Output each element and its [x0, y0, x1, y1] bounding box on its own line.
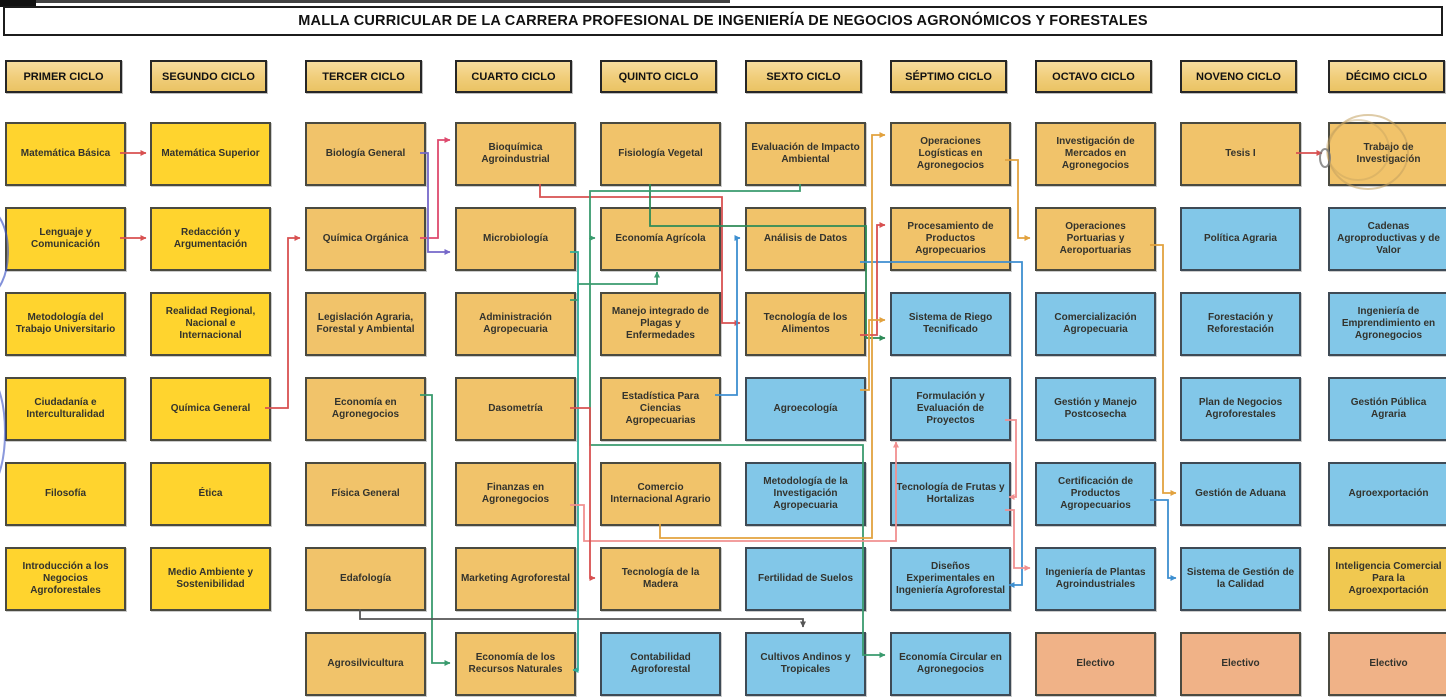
course-box: Química General	[150, 377, 271, 441]
course-box: Lenguaje y Comunicación	[5, 207, 126, 271]
course-box: Estadística Para Ciencias Agropecuarias	[600, 377, 721, 441]
course-box: Agroexportación	[1328, 462, 1446, 526]
course-box: Ingeniería de Emprendimiento en Agronegocios	[1328, 292, 1446, 356]
course-box: Ciudadanía e Interculturalidad	[5, 377, 126, 441]
course-box: Economía de los Recursos Naturales	[455, 632, 576, 696]
course-box: Electivo	[1328, 632, 1446, 696]
cycle-header-10: DÉCIMO CICLO	[1328, 60, 1445, 93]
course-box: Ética	[150, 462, 271, 526]
course-box: Diseños Experimentales en Ingeniería Agroforestal	[890, 547, 1011, 611]
cycle-header-6: SEXTO CICLO	[745, 60, 862, 93]
course-box: Plan de Negocios Agroforestales	[1180, 377, 1301, 441]
course-box: Política Agraria	[1180, 207, 1301, 271]
course-box: Evaluación de Impacto Ambiental	[745, 122, 866, 186]
course-box: Economía Circular en Agronegocios	[890, 632, 1011, 696]
course-box: Finanzas en Agronegocios	[455, 462, 576, 526]
course-box: Metodología de la Investigación Agropecuaria	[745, 462, 866, 526]
course-box: Gestión Pública Agraria	[1328, 377, 1446, 441]
course-box: Investigación de Mercados en Agronegocios	[1035, 122, 1156, 186]
course-box: Comercio Internacional Agrario	[600, 462, 721, 526]
course-box: Economía en Agronegocios	[305, 377, 426, 441]
cycle-header-2: SEGUNDO CICLO	[150, 60, 267, 93]
course-box: Matemática Superior	[150, 122, 271, 186]
connection-arrow	[360, 609, 803, 627]
cycle-header-1: PRIMER CICLO	[5, 60, 122, 93]
course-box: Contabilidad Agroforestal	[600, 632, 721, 696]
course-box: Manejo integrado de Plagas y Enfermedades	[600, 292, 721, 356]
course-box: Legislación Agraria, Forestal y Ambiental	[305, 292, 426, 356]
course-box: Química Orgánica	[305, 207, 426, 271]
course-box: Inteligencia Comercial Para la Agroexportación	[1328, 547, 1446, 611]
course-box: Metodología del Trabajo Universitario	[5, 292, 126, 356]
course-box: Introducción a los Negocios Agroforestales	[5, 547, 126, 611]
course-box: Tecnología de Frutas y Hortalizas	[890, 462, 1011, 526]
course-box: Cultivos Andinos y Tropicales	[745, 632, 866, 696]
course-box: Operaciones Logísticas en Agronegocios	[890, 122, 1011, 186]
course-box: Sistema de Riego Tecnificado	[890, 292, 1011, 356]
course-box: Formulación y Evaluación de Proyectos	[890, 377, 1011, 441]
course-box: Realidad Regional, Nacional e Internacional	[150, 292, 271, 356]
course-box: Cadenas Agroproductivas y de Valor	[1328, 207, 1446, 271]
course-box: Ingeniería de Plantas Agroindustriales	[1035, 547, 1156, 611]
cycle-header-4: CUARTO CICLO	[455, 60, 572, 93]
cycle-header-3: TERCER CICLO	[305, 60, 422, 93]
course-box: Certificación de Productos Agropecuarios	[1035, 462, 1156, 526]
cycle-header-8: OCTAVO CICLO	[1035, 60, 1152, 93]
course-box: Electivo	[1180, 632, 1301, 696]
course-box: Economía Agrícola	[600, 207, 721, 271]
cycle-header-7: SÉPTIMO CICLO	[890, 60, 1007, 93]
course-box: Administración Agropecuaria	[455, 292, 576, 356]
course-box: Agroecología	[745, 377, 866, 441]
course-box: Física General	[305, 462, 426, 526]
course-box: Fisiología Vegetal	[600, 122, 721, 186]
course-box: Procesamiento de Productos Agropecuarios	[890, 207, 1011, 271]
course-box: Bioquímica Agroindustrial	[455, 122, 576, 186]
course-box: Tecnología de la Madera	[600, 547, 721, 611]
course-box: Microbiología	[455, 207, 576, 271]
course-box: Medio Ambiente y Sostenibilidad	[150, 547, 271, 611]
course-box: Agrosilvicultura	[305, 632, 426, 696]
course-box: Comercialización Agropecuaria	[1035, 292, 1156, 356]
course-box: Filosofía	[5, 462, 126, 526]
course-box: Dasometría	[455, 377, 576, 441]
course-box: Tecnología de los Alimentos	[745, 292, 866, 356]
page-title: MALLA CURRICULAR DE LA CARRERA PROFESIONAL DE INGENIERÍA DE NEGOCIOS AGRONÓMICOS Y FORESTALES	[3, 6, 1443, 36]
cycle-header-9: NOVENO CICLO	[1180, 60, 1297, 93]
course-box: Análisis de Datos	[745, 207, 866, 271]
course-box: Matemática Básica	[5, 122, 126, 186]
course-box: Edafología	[305, 547, 426, 611]
course-box: Electivo	[1035, 632, 1156, 696]
course-box: Biología General	[305, 122, 426, 186]
course-box: Gestión de Aduana	[1180, 462, 1301, 526]
course-box: Sistema de Gestión de la Calidad	[1180, 547, 1301, 611]
course-box: Operaciones Portuarias y Aeroportuarias	[1035, 207, 1156, 271]
course-box: Gestión y Manejo Postcosecha	[1035, 377, 1156, 441]
course-box: Fertilidad de Suelos	[745, 547, 866, 611]
connection-arrow	[1150, 245, 1176, 493]
course-box: Tesis I	[1180, 122, 1301, 186]
course-box: Redacción y Argumentación	[150, 207, 271, 271]
course-box: Marketing Agroforestal	[455, 547, 576, 611]
course-box: Forestación y Reforestación	[1180, 292, 1301, 356]
course-box: Trabajo de Investigación	[1328, 122, 1446, 186]
scan-artifact-line	[0, 0, 730, 3]
cycle-header-5: QUINTO CICLO	[600, 60, 717, 93]
